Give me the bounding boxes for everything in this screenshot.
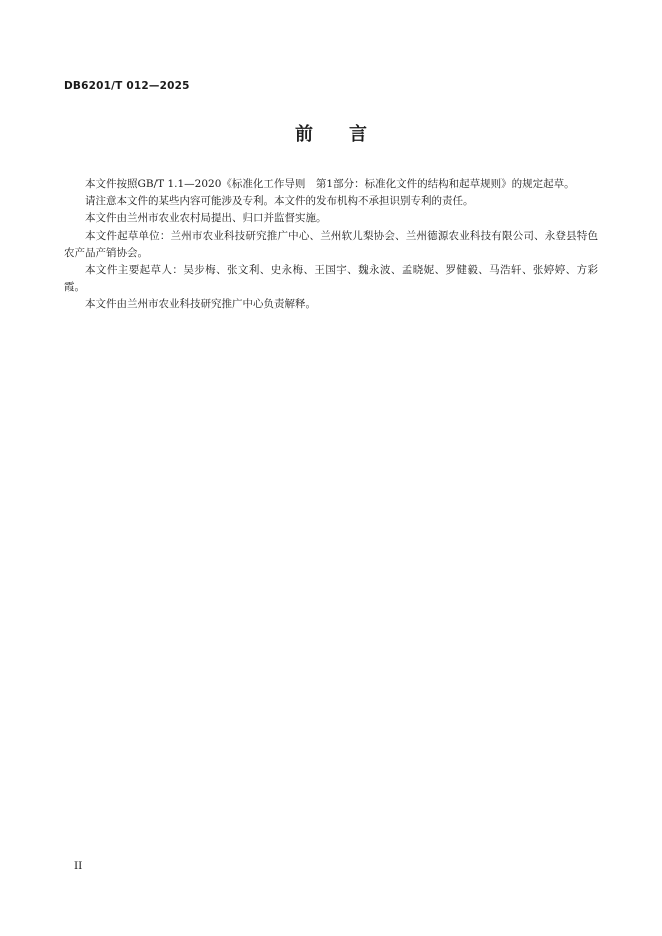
- paragraph-patent-notice: 请注意本文件的某些内容可能涉及专利。本文件的发布机构不承担识别专利的责任。: [85, 195, 474, 208]
- paragraph-interpretation: 本文件由兰州市农业科技研究推广中心负责解释。: [85, 298, 316, 311]
- paragraph-drafting-units: 本文件起草单位：兰州市农业科技研究推广中心、兰州软儿梨协会、兰州德源农业科技有限公司、永登县特色农产品产销协会。: [64, 229, 598, 259]
- document-code: DB6201/T 012—2025: [64, 80, 190, 92]
- paragraph-drafting-rules: 本文件按照GB/T 1.1—2020《标准化工作导则 第1部分：标准化文件的结构和起草规则》的规定起草。: [85, 178, 575, 190]
- foreword-body: [64, 176, 598, 314]
- paragraph-drafters: 本文件主要起草人：吴步梅、张文利、史永梅、王国宇、魏永波、孟晓妮、罗健毅、马浩轩、张婷婷、方彩霞。: [64, 264, 598, 294]
- page-number: II: [74, 860, 83, 872]
- paragraph-proposer: 本文件由兰州市农业农村局提出、归口并监督实施。: [85, 212, 327, 225]
- page-title: 前言: [295, 124, 403, 145]
